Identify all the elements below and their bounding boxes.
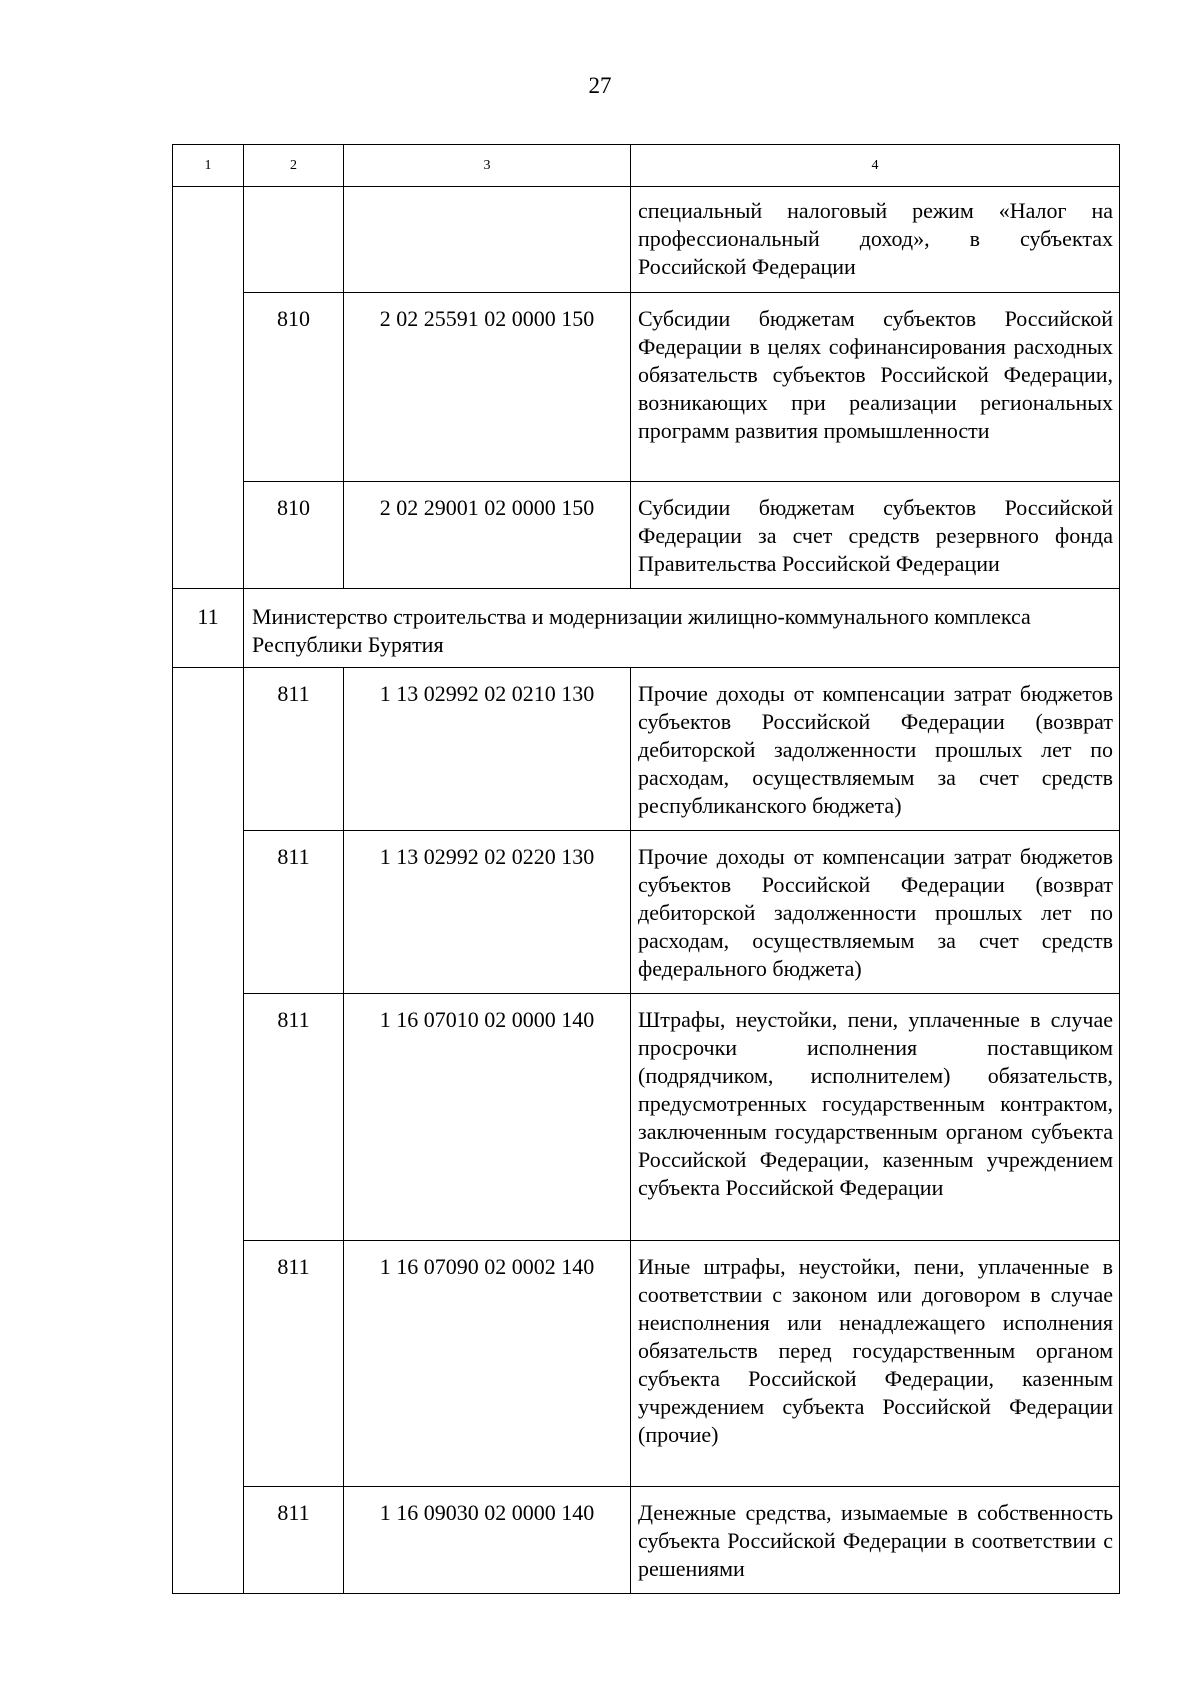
group-number-cell [173, 668, 244, 1594]
description-cell: Прочие доходы от компенсации затрат бюджетов субъектов Российской Федерации (возврат дебиторской задолженности прошлых лет по расходам, осуществляемым за счет средств республиканского бюджета) [631, 668, 1120, 831]
table-row-continuation [173, 187, 1120, 293]
header-col-1: 1 [173, 145, 244, 187]
admin-code-cell: 811 [244, 1487, 344, 1594]
page-number: 27 [588, 73, 612, 98]
revenue-code-cell [344, 187, 631, 293]
table-row [173, 293, 1120, 482]
section-title: Министерство строительства и модернизации жилищно-коммунального комплекса Республики Бурятия [244, 589, 1120, 668]
description-cell: Штрафы, неустойки, пени, уплаченные в случае просрочки исполнения поставщиком (подрядчиком, исполнителем) обязательств, предусмотренных государственным контрактом, заключенным государственным органом субъекта Российской Федерации, казенным учреждением субъекта Российской Федерации [631, 994, 1120, 1241]
table-row [173, 994, 1120, 1241]
description-cell: Прочие доходы от компенсации затрат бюджетов субъектов Российской Федерации (возврат дебиторской задолженности прошлых лет по расходам, осуществляемым за счет средств федерального бюджета) [631, 831, 1120, 994]
table-row [173, 1487, 1120, 1594]
admin-code-cell [244, 187, 344, 293]
admin-code-cell: 811 [244, 1241, 344, 1487]
group-number-cell [173, 187, 244, 589]
admin-code-cell: 811 [244, 831, 344, 994]
revenue-code-cell: 1 13 02992 02 0210 130 [344, 668, 631, 831]
table-row [173, 668, 1120, 831]
header-col-2: 2 [244, 145, 344, 187]
section-header-row [173, 589, 1120, 668]
admin-code-cell: 811 [244, 994, 344, 1241]
revenue-code-cell: 1 16 09030 02 0000 140 [344, 1487, 631, 1594]
revenue-code-cell: 2 02 25591 02 0000 150 [344, 293, 631, 482]
admin-code-cell: 810 [244, 482, 344, 589]
table-row [173, 831, 1120, 994]
description-cell: специальный налоговый режим «Налог на профессиональный доход», в субъектах Российской Федерации [631, 187, 1120, 293]
revenue-codes-table [172, 144, 1120, 1594]
admin-code-cell: 811 [244, 668, 344, 831]
table-row [173, 1241, 1120, 1487]
description-cell: Денежные средства, изымаемые в собственность субъекта Российской Федерации в соответствии с решениями [631, 1487, 1120, 1594]
revenue-code-cell: 1 16 07090 02 0002 140 [344, 1241, 631, 1487]
description-cell: Субсидии бюджетам субъектов Российской Федерации за счет средств резервного фонда Правительства Российской Федерации [631, 482, 1120, 589]
table-row [173, 482, 1120, 589]
header-col-3: 3 [344, 145, 631, 187]
section-number: 11 [173, 589, 244, 668]
description-cell: Субсидии бюджетам субъектов Российской Федерации в целях софинансирования расходных обязательств субъектов Российской Федерации, возникающих при реализации региональных программ развития промышленности [631, 293, 1120, 482]
revenue-code-cell: 1 13 02992 02 0220 130 [344, 831, 631, 994]
table-header-row [173, 145, 1120, 187]
admin-code-cell: 810 [244, 293, 344, 482]
revenue-code-cell: 1 16 07010 02 0000 140 [344, 994, 631, 1241]
revenue-code-cell: 2 02 29001 02 0000 150 [344, 482, 631, 589]
header-col-4: 4 [631, 145, 1120, 187]
description-cell: Иные штрафы, неустойки, пени, уплаченные в соответствии с законом или договором в случае неисполнения или ненадлежащего исполнения обязательств перед государственным органом субъекта Российской Федерации, казенным учреждением субъекта Российской Федерации (прочие) [631, 1241, 1120, 1487]
